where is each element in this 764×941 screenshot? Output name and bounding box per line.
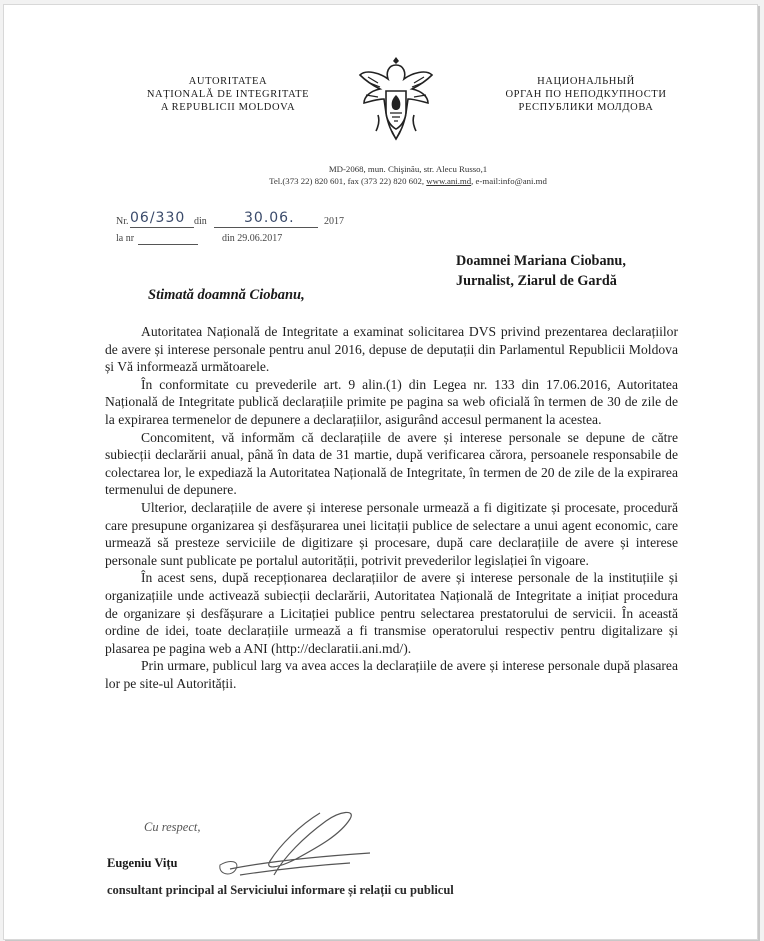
recipient-role: Jurnalist, Ziarul de Gardă bbox=[456, 273, 617, 289]
paragraph: Concomitent, vă informăm că declarațiile de avere și interese personale se depune de către subiecții declarării anual, până în data de 31 martie, după verificarea cărora, persoanele responsabile de colectarea lor, le expediază la Autoritatea Națională de Integritate, în termen de 20 de zile de la expirarea termenului de depunere. bbox=[105, 429, 678, 498]
year: 2017 bbox=[324, 216, 344, 227]
paragraph: Ulterior, declarațiile de avere și interese personale urmează a fi digitizate și procesate, procedură care presupune organizarea și desfășurarea unei licitații publice de selectare a unui agent economic, care urmează să presteze serviciile de digitizare și procesare, după care declarațiile de avere și interese personale sunt publicate pe portalul autorității, potrivit prevederilor legislației în vigoare. bbox=[105, 499, 678, 568]
institution-ru-line: НАЦИОНАЛЬНЫЙ bbox=[537, 76, 635, 87]
la-nr-label: la nr bbox=[116, 233, 135, 244]
handwritten-registration-number: 06/330 bbox=[130, 210, 186, 226]
paragraph: În conformitate cu prevederile art. 9 alin.(1) din Legea nr. 133 din 17.06.2016, Autoritatea Națională de Integritate publică declarațiile primite pe pagina sa web oficială în termen de 30 de zile de la expirarea termenelor de depunere a declarațiilor, asigurând accesul permanent la acestea. bbox=[105, 376, 678, 427]
din-label: din bbox=[194, 216, 207, 227]
signer-name: Eugeniu Vițu bbox=[107, 856, 178, 870]
institution-ru-line: ОРГАН ПО НЕПОДКУПНОСТИ bbox=[505, 89, 667, 100]
letter-page bbox=[3, 4, 758, 940]
phone-fax: Tel.(373 22) 820 601, fax (373 22) 820 602, bbox=[269, 176, 427, 186]
institution-ro-line: AUTORITATEA bbox=[188, 76, 268, 87]
paragraph: În acest sens, după recepționarea declarațiilor de avere și interese personale de la instituțiile și organizațiile unde activează subiecții declarării, Autoritatea Națională de Integritate a inițiat procedura de organizare și desfășurare a Licitației publice pentru selectarea prestatorului de servicii. În această ordine de idei, toate declarațiile urmează a fi transmise operatorului respectiv pentru digitalizare și plasarea pe pagina web a ANI (http://declaratii.ani.md/). bbox=[105, 570, 678, 656]
incoming-date: din 29.06.2017 bbox=[222, 233, 283, 244]
institution-name-ru bbox=[466, 75, 706, 114]
signer-title: consultant principal al Serviciului informare și relații cu publicul bbox=[107, 883, 454, 897]
website-link[interactable]: www.ani.md bbox=[426, 176, 472, 186]
contact-line bbox=[214, 175, 602, 187]
nr-label: Nr. bbox=[116, 216, 129, 227]
letter-body bbox=[105, 323, 678, 692]
paragraph: Prin urmare, publicul larg va avea acces la declarațiile de avere și interese personale după plasarea lor pe site-ul Autorității. bbox=[105, 658, 678, 691]
email: , e-mail:info@ani.md bbox=[471, 176, 547, 186]
signature-icon bbox=[200, 805, 380, 889]
institution-ro-line: NAȚIONALĂ DE INTEGRITATE bbox=[146, 89, 310, 100]
nr-underline bbox=[130, 227, 194, 228]
handwritten-date: 30.06. bbox=[244, 210, 295, 226]
institution-name-ro bbox=[108, 75, 348, 114]
closing: Cu respect, bbox=[144, 820, 201, 834]
coat-of-arms-icon bbox=[358, 51, 434, 145]
date-underline bbox=[214, 227, 318, 228]
institution-ru-line: РЕСПУБЛИКИ МОЛДОВА bbox=[518, 102, 654, 113]
paragraph: Autoritatea Națională de Integritate a examinat solicitarea DVS privind prezentarea declarațiilor de avere și interese personale pentru anul 2016, depuse de deputații din Parlamentul Republicii Moldova și Vă informează următoarele. bbox=[105, 324, 678, 375]
la-nr-underline bbox=[138, 244, 198, 245]
salutation: Stimată doamnă Ciobanu, bbox=[148, 287, 305, 303]
recipient-name: Doamnei Mariana Ciobanu, bbox=[456, 253, 626, 269]
institution-ro-line: A REPUBLICII MOLDOVA bbox=[160, 102, 296, 113]
postal-address: MD-2068, mun. Chişinău, str. Alecu Russo,1 bbox=[328, 164, 488, 174]
